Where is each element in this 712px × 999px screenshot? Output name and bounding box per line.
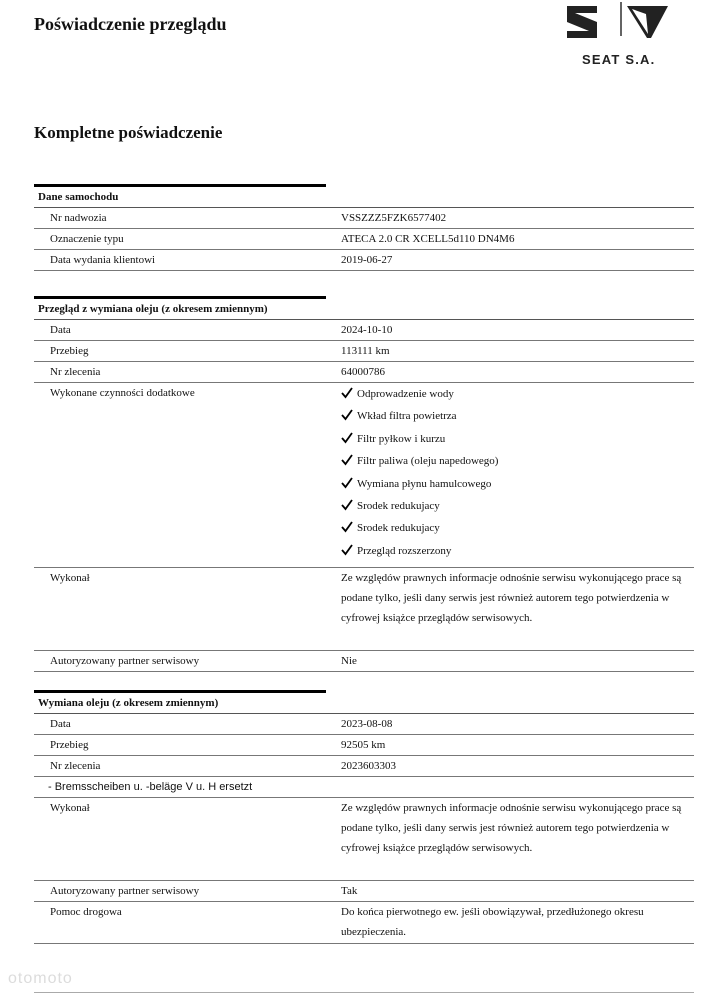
performed-by-value: Ze względów prawnych informacje odnośnie serwisu wykonującego prace są podane tylko, jeśli dany serwis jest również autorem tego potwierdzenia w cyfrowej książce przeglądów serwisowych. xyxy=(341,572,682,624)
checkmark-icon xyxy=(341,499,353,511)
watermark: otomoto xyxy=(8,970,73,987)
row-label: Wykonał xyxy=(50,802,90,814)
date-value: 2024-10-10 xyxy=(341,324,393,336)
extras-list-container xyxy=(341,383,691,562)
row-label: Data wydania klientowi xyxy=(50,254,156,266)
row-label: Autoryzowany partner serwisowy xyxy=(50,655,200,667)
list-item xyxy=(341,540,691,562)
row-label: Przebieg xyxy=(50,345,89,357)
row-label: Nr zlecenia xyxy=(50,366,101,378)
oil-change-section xyxy=(34,690,694,944)
table-row xyxy=(34,798,694,881)
table-row xyxy=(34,362,694,383)
checkmark-icon xyxy=(341,387,353,399)
vin-value: VSSZZZ5FZK6577402 xyxy=(341,212,447,224)
extra-item-label: Odprowadzenie wody xyxy=(357,388,454,400)
extra-item-label: Srodek redukujacy xyxy=(357,499,440,512)
service-note: - Bremsscheiben u. -beläge V u. H ersetzt xyxy=(34,777,694,798)
date-value: 2023-08-08 xyxy=(341,718,393,730)
table-row xyxy=(34,229,694,250)
order-value: 2023603303 xyxy=(341,760,396,772)
list-item xyxy=(341,405,691,427)
checkmark-icon xyxy=(341,544,353,556)
row-label: Data xyxy=(50,324,71,336)
section-heading: Przegląd z wymiana oleju (z okresem zmiennym) xyxy=(34,299,694,320)
list-item xyxy=(341,495,691,517)
table-row xyxy=(34,341,694,362)
row-label: Autoryzowany partner serwisowy xyxy=(50,885,200,897)
checkmark-icon xyxy=(341,521,353,533)
inspection-section xyxy=(34,296,694,672)
list-item xyxy=(341,473,691,495)
mileage-value: 92505 km xyxy=(341,739,386,751)
row-label: Przebieg xyxy=(50,739,89,751)
table-row xyxy=(34,714,694,735)
type-value: ATECA 2.0 CR XCELL5d110 DN4M6 xyxy=(341,233,515,245)
list-item xyxy=(341,383,691,405)
table-row xyxy=(34,902,694,944)
row-label: Oznaczenie typu xyxy=(50,233,124,245)
extras-list xyxy=(341,383,691,562)
roadside-value: Do końca pierwotnego ew. jeśli obowiązywał, przedłużonego okresu ubezpieczenia. xyxy=(341,906,644,938)
seat-logo-icon xyxy=(560,0,680,48)
row-label: Wykonane czynności dodatkowe xyxy=(50,387,195,399)
row-label: Pomoc drogowa xyxy=(50,906,122,918)
bottom-divider xyxy=(34,992,694,993)
partner-value: Nie xyxy=(341,655,357,667)
section-heading: Dane samochodu xyxy=(34,187,694,208)
table-row xyxy=(34,651,694,672)
table-row xyxy=(34,735,694,756)
delivery-date-value: 2019-06-27 xyxy=(341,254,393,266)
list-item xyxy=(341,428,691,450)
mileage-value: 113111 km xyxy=(341,345,390,357)
extra-item-label: Przegląd rozszerzony xyxy=(357,544,452,557)
list-item xyxy=(341,517,691,539)
order-value: 64000786 xyxy=(341,366,385,378)
checkmark-icon xyxy=(341,454,353,466)
checkmark-icon xyxy=(341,432,353,444)
performed-by-value: Ze względów prawnych informacje odnośnie serwisu wykonującego prace są podane tylko, jeśli dany serwis jest również autorem tego potwierdzenia w cyfrowej książce przeglądów serwisowych. xyxy=(341,802,682,854)
table-row xyxy=(34,756,694,777)
extra-item-label: Filtr paliwa (oleju napedowego) xyxy=(357,455,499,468)
section-heading: Wymiana oleju (z okresem zmiennym) xyxy=(34,693,694,714)
document-subtitle: Kompletne poświadczenie xyxy=(34,123,223,142)
checkmark-icon xyxy=(341,409,353,421)
extra-item-label: Filtr pyłkow i kurzu xyxy=(357,432,446,445)
table-row xyxy=(34,881,694,902)
checkmark-icon xyxy=(341,477,353,489)
table-row xyxy=(34,208,694,229)
table-row xyxy=(34,250,694,271)
table-row xyxy=(34,320,694,341)
extra-item-label: Srodek redukujacy xyxy=(357,522,440,535)
car-data-section xyxy=(34,184,694,271)
extra-item-label: Wymiana płynu hamulcowego xyxy=(357,477,492,490)
brand-name: SEAT S.A. xyxy=(582,52,656,67)
partner-value: Tak xyxy=(341,885,358,897)
list-item xyxy=(341,450,691,472)
page-title: Poświadczenie przeglądu xyxy=(34,14,227,34)
extra-item-label: Wkład filtra powietrza xyxy=(357,410,457,423)
table-row xyxy=(34,383,694,568)
row-label: Nr zlecenia xyxy=(50,760,101,772)
row-label: Nr nadwozia xyxy=(50,212,107,224)
table-row xyxy=(34,568,694,651)
row-label: Data xyxy=(50,718,71,730)
row-label: Wykonał xyxy=(50,572,90,584)
